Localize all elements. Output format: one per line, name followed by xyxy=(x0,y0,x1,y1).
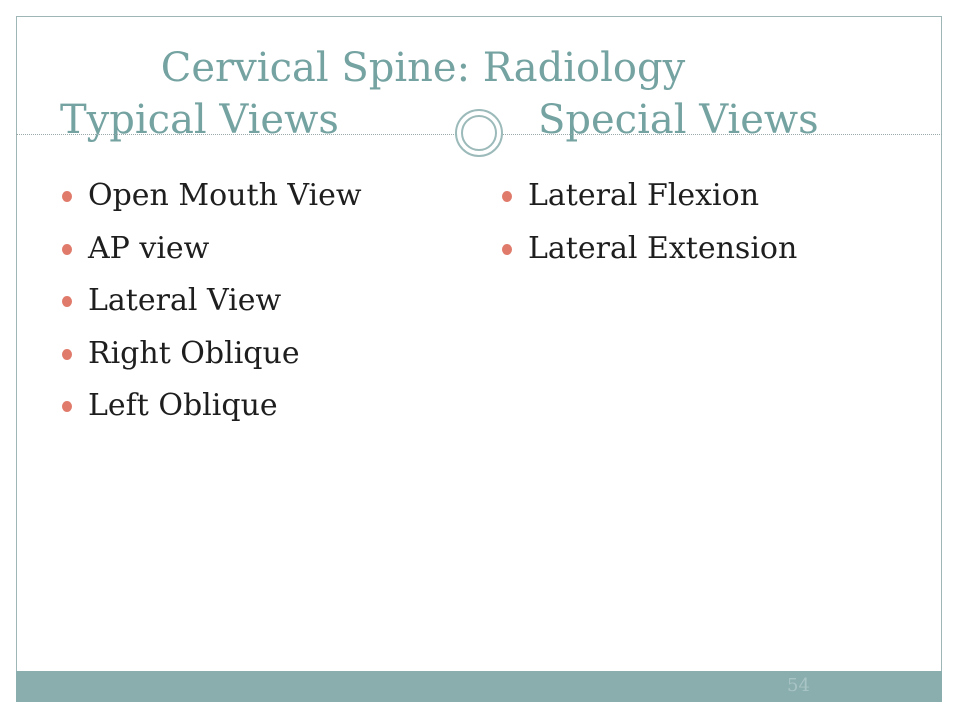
bullet-dot-icon xyxy=(502,191,512,202)
bullet-dot-icon xyxy=(62,349,72,360)
special-views-heading: Special Views xyxy=(538,97,819,143)
bullet-dot-icon xyxy=(502,244,512,255)
special-views-list xyxy=(500,174,797,279)
bullet-dot-icon xyxy=(62,296,72,307)
list-item xyxy=(60,384,362,437)
list-item xyxy=(60,174,362,227)
list-item xyxy=(60,279,362,332)
slide-title: Cervical Spine: Radiology xyxy=(160,45,686,91)
page-number: 54 xyxy=(787,675,810,696)
list-item xyxy=(60,227,362,280)
bullet-dot-icon xyxy=(62,191,72,202)
list-item-text: AP view xyxy=(88,230,210,266)
circle-ornament-icon xyxy=(455,109,503,157)
list-item-text: Right Oblique xyxy=(88,335,300,371)
list-item xyxy=(500,227,797,280)
list-item xyxy=(60,332,362,385)
list-item xyxy=(500,174,797,227)
list-item-text: Open Mouth View xyxy=(88,178,362,213)
typical-views-list xyxy=(60,174,362,437)
list-item-text: Left Oblique xyxy=(88,388,278,423)
typical-views-heading: Typical Views xyxy=(60,97,339,143)
bullet-dot-icon xyxy=(62,401,72,412)
list-item-text: Lateral Extension xyxy=(528,230,798,266)
list-item-text: Lateral View xyxy=(88,283,282,318)
bullet-dot-icon xyxy=(62,244,72,255)
list-item-text: Lateral Flexion xyxy=(528,178,760,213)
